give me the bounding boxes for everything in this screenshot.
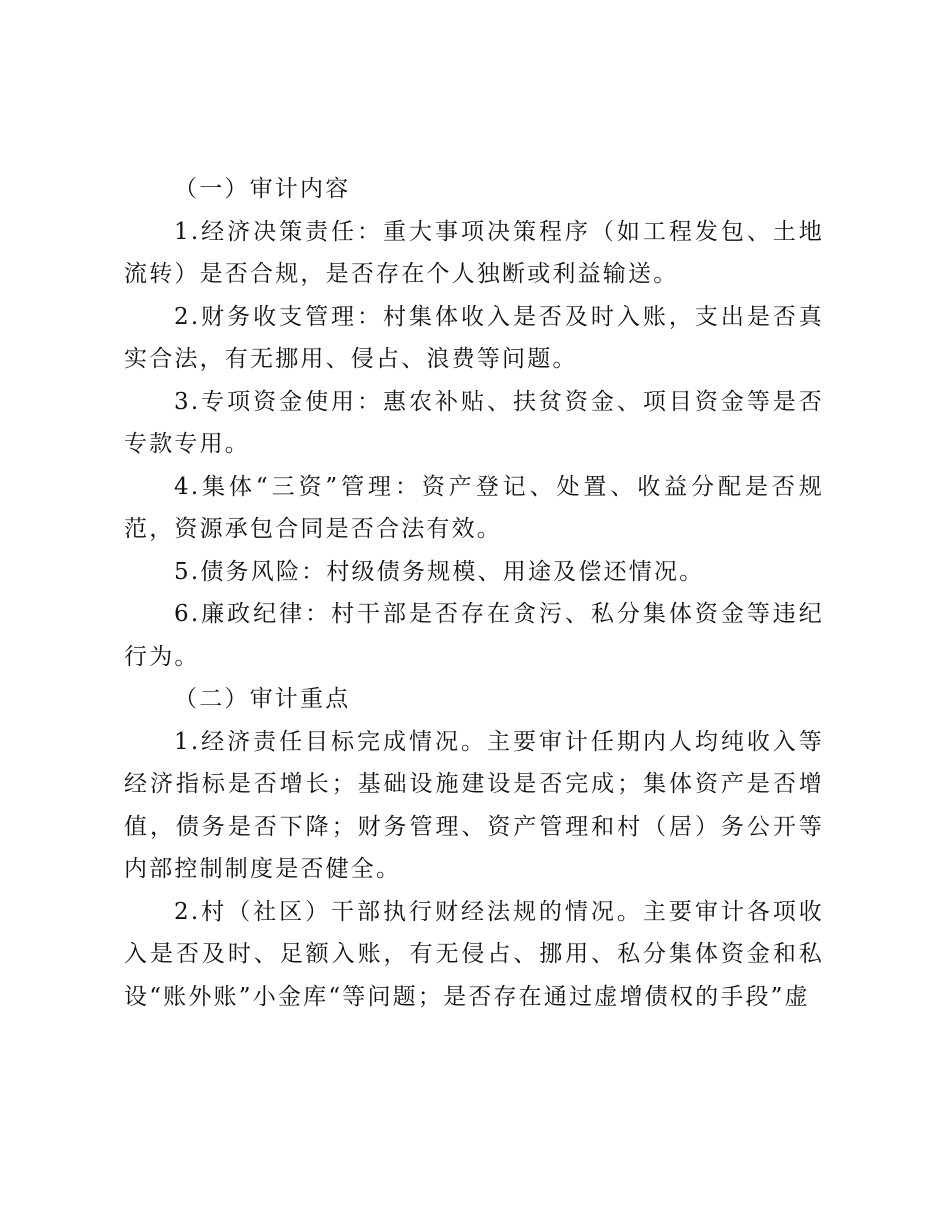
paragraph-special-funds: 3.专项资金使用：惠农补贴、扶贫资金、项目资金等是否专款专用。: [124, 388, 824, 457]
paragraph-responsibility-goals: 1.经济责任目标完成情况。主要审计任期内人均纯收入等经济指标是否增长；基础设施建设是否完成；集体资产是否增值，债务是否下降；财务管理、资产管理和村（居）务公开等内部控制制度是否健全。: [124, 728, 824, 882]
paragraph-three-assets: 4.集体“三资”管理：资产登记、处置、收益分配是否规范，资源承包合同是否合法有效。: [124, 473, 824, 542]
paragraph-financial-management: 2.财务收支管理：村集体收入是否及时入账，支出是否真实合法，有无挪用、侵占、浪费等问题。: [124, 303, 824, 372]
section-heading-audit-content: （一）审计内容: [174, 176, 351, 202]
section-heading-audit-focus: （二）审计重点: [174, 686, 351, 712]
document-body: [124, 168, 824, 1018]
paragraph-integrity-discipline: 6.廉政纪律：村干部是否存在贪污、私分集体资金等违纪行为。: [124, 601, 824, 670]
paragraph-economic-decision: 1.经济决策责任：重大事项决策程序（如工程发包、土地流转）是否合规，是否存在个人独断或利益输送。: [124, 218, 824, 287]
paragraph-financial-regulations: 2.村（社区）干部执行财经法规的情况。主要审计各项收入是否及时、足额入账，有无侵占、挪用、私分集体资金和私设“账外账”小金库“等问题；是否存在通过虚增债权的手段”虚: [124, 898, 824, 1010]
paragraph-debt-risk: 5.债务风险：村级债务规模、用途及偿还情况。: [174, 558, 705, 585]
